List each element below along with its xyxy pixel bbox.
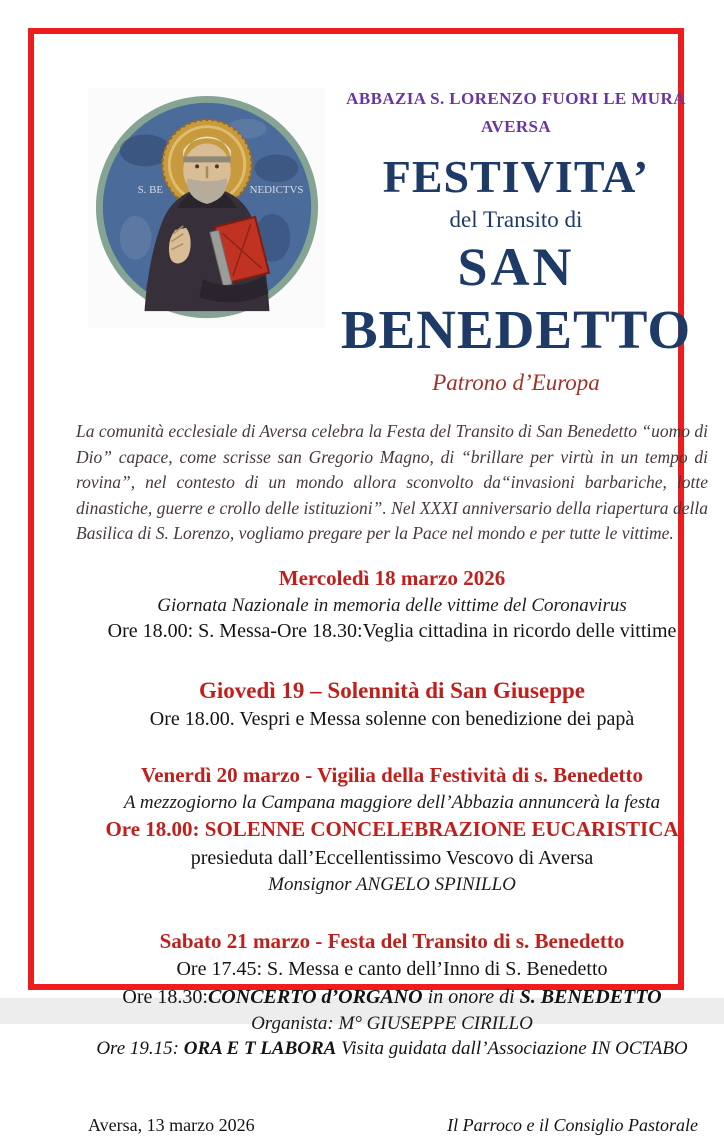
thursday-title: Giovedì 19 – Solennità di San Giuseppe bbox=[199, 678, 585, 704]
oralabora-bold: ORA E T LABORA bbox=[183, 1038, 337, 1060]
concert-dedicatee: S. BENEDETTO bbox=[519, 985, 662, 1008]
wednesday-title: Mercoledì 18 marzo 2026 bbox=[278, 566, 506, 591]
subtitle-patrono: Patrono d’Europa bbox=[432, 370, 600, 396]
saturday-title: Sabato 21 marzo - Festa del Transito di s. Benedetto bbox=[159, 929, 625, 954]
footer-date-place: Aversa, 13 marzo 2026 bbox=[88, 1114, 255, 1135]
friday-title: Venerdì 20 marzo - Vigilia della Festività di s. Benedetto bbox=[140, 763, 643, 788]
poster-content bbox=[70, 70, 714, 1136]
medallion-inscription-left: S. BE bbox=[137, 184, 164, 197]
oralabora-time: Ore 19.15: bbox=[96, 1038, 184, 1060]
saturday-oralabora-line bbox=[70, 1036, 714, 1063]
title-block bbox=[318, 88, 714, 395]
oralabora-suffix: Visita guidata dall’Associazione IN OCTABO bbox=[336, 1038, 688, 1060]
title-transito: del Transito di bbox=[449, 206, 583, 232]
san-benedetto-medallion-graphic bbox=[88, 89, 326, 327]
friday-concelebration-line: Ore 18.00: SOLENNE CONCELEBRAZIONE EUCARISTICA bbox=[105, 817, 679, 842]
section-wednesday bbox=[70, 564, 714, 645]
wednesday-line2: Ore 18.00: S. Messa-Ore 18.30:Veglia cittadina in ricordo delle vittime bbox=[107, 620, 677, 643]
header-block bbox=[70, 88, 714, 395]
thursday-line1: Ore 18.00. Vespri e Messa solenne con benedizione dei papà bbox=[149, 708, 635, 731]
san-benedetto-medallion-image bbox=[88, 88, 326, 328]
concert-mid: in onore di bbox=[422, 985, 520, 1008]
footer-block bbox=[88, 1115, 698, 1136]
concert-time: Ore 18.30: bbox=[122, 985, 208, 1008]
friday-line1: A mezzogiorno la Campana maggiore dell’Abbazia annuncerà la festa bbox=[123, 791, 661, 813]
saturday-concert-line bbox=[70, 983, 714, 1011]
abbey-city-line: AVERSA bbox=[480, 116, 552, 136]
friday-line3: presieduta dall’Eccellentissimo Vescovo di Aversa bbox=[190, 846, 594, 869]
saturday-organist-line: Organista: M° GIUSEPPE CIRILLO bbox=[251, 1012, 533, 1034]
red-border-frame bbox=[28, 28, 708, 1135]
medallion-inscription-right: NEDICTVS bbox=[249, 184, 304, 197]
title-benedetto: BENEDETTO bbox=[340, 298, 692, 360]
friday-bishop-line: Monsignor ANGELO SPINILLO bbox=[268, 873, 516, 895]
medallion-wrap bbox=[70, 88, 318, 395]
title-san: SAN bbox=[457, 237, 575, 298]
abbey-name-line: ABBAZIA S. LORENZO FUORI LE MURA bbox=[346, 89, 686, 108]
intro-paragraph: La comunità ecclesiale di Aversa celebra la Festa del Transito di San Benedetto “uomo di Dio” capace, come scrisse san Gregorio Magno, di “brillare per virtù in un tempo di rovina”, nel contesto di un mondo allora sconvolto da“invasioni barbariche, lotte dinastiche, guerre e crollo delle istituzioni”. Nel XXXI anniversario della riapertura della Basilica di S. Lorenzo, vogliamo pregare per la Pace nel mondo e per tutte le vittime. bbox=[76, 421, 708, 543]
saturday-line1: Ore 17.45: S. Messa e canto dell’Inno di S. Benedetto bbox=[176, 957, 608, 980]
title-festivita: FESTIVITA’ bbox=[382, 151, 650, 203]
concert-organ: CONCERTO d’ORGANO bbox=[207, 985, 423, 1008]
section-friday bbox=[70, 761, 714, 897]
footer-signature: Il Parroco e il Consiglio Pastorale bbox=[447, 1114, 698, 1135]
section-saturday bbox=[70, 927, 714, 1063]
wednesday-line1: Giornata Nazionale in memoria delle vittime del Coronavirus bbox=[157, 594, 627, 616]
section-thursday bbox=[70, 675, 714, 733]
